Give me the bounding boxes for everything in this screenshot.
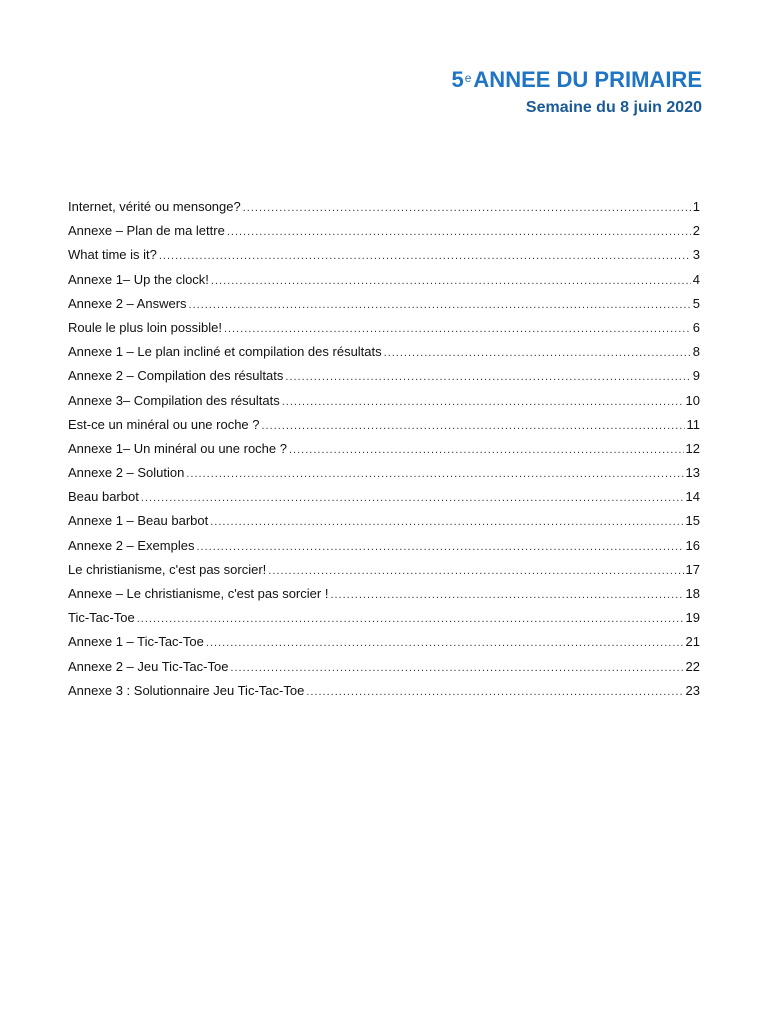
toc-entry[interactable]	[68, 199, 700, 223]
toc-entry-page-number: 22	[685, 658, 700, 674]
toc-entry[interactable]	[68, 683, 700, 707]
toc-dot-leader	[210, 516, 683, 528]
toc-entry[interactable]	[68, 296, 700, 320]
toc-entry-label: Annexe – Le christianisme, c'est pas sorcier !	[68, 586, 329, 601]
toc-dot-leader	[227, 226, 691, 238]
toc-dot-leader	[159, 250, 691, 262]
toc-entry[interactable]	[68, 562, 700, 586]
toc-entry[interactable]	[68, 586, 700, 610]
toc-entry-label: Est-ce un minéral ou une roche ?	[68, 416, 260, 432]
toc-entry-label: Annexe 1– Un minéral ou une roche ?	[68, 440, 287, 456]
title-number: 5	[451, 67, 464, 92]
toc-entry-page-number: 3	[692, 247, 700, 263]
toc-entry-page-number: 4	[692, 271, 700, 287]
toc-entry-page-number: 19	[685, 610, 700, 626]
table-of-contents	[68, 199, 700, 707]
toc-entry-page-number: 12	[685, 440, 700, 456]
toc-entry-label: Le christianisme, c'est pas sorcier!	[68, 561, 267, 577]
toc-entry-page-number: 23	[685, 682, 700, 698]
toc-entry-label: Annexe 2 – Jeu Tic-Tac-Toe	[68, 658, 229, 674]
toc-entry[interactable]	[68, 393, 700, 417]
document-header	[451, 66, 702, 118]
toc-dot-leader	[384, 347, 691, 359]
toc-dot-leader	[137, 613, 684, 625]
toc-entry[interactable]	[68, 610, 700, 634]
toc-dot-leader	[224, 323, 691, 335]
title-superscript: e	[464, 71, 472, 85]
toc-entry-page-number: 9	[692, 368, 700, 384]
toc-dot-leader	[186, 468, 683, 480]
toc-entry-label: Tic-Tac-Toe	[68, 610, 135, 626]
toc-entry[interactable]	[68, 634, 700, 658]
toc-dot-leader	[285, 371, 690, 383]
toc-entry-label: Annexe 1 – Tic-Tac-Toe	[68, 634, 204, 650]
toc-entry-label: Annexe 2 – Answers	[68, 295, 187, 311]
page-title	[451, 66, 702, 94]
toc-entry-label: Internet, vérité ou mensonge?	[68, 199, 241, 214]
toc-entry[interactable]	[68, 368, 700, 392]
toc-dot-leader	[289, 444, 684, 456]
toc-entry-page-number: 17	[685, 561, 700, 577]
toc-entry-page-number: 8	[692, 344, 700, 360]
toc-entry[interactable]	[68, 659, 700, 683]
toc-entry-label: What time is it?	[68, 247, 157, 263]
toc-entry-label: Annexe 1 – Le plan incliné et compilation des résultats	[68, 344, 382, 360]
toc-dot-leader	[211, 275, 691, 287]
toc-dot-leader	[282, 396, 684, 408]
toc-entry-label: Annexe 1– Up the clock!	[68, 271, 209, 287]
toc-dot-leader	[330, 589, 683, 601]
toc-dot-leader	[189, 299, 691, 311]
toc-entry-page-number: 11	[686, 416, 700, 432]
toc-dot-leader	[230, 662, 683, 674]
toc-entry-label: Annexe 2 – Exemples	[68, 537, 195, 553]
toc-entry-page-number: 2	[692, 223, 700, 239]
toc-entry[interactable]	[68, 247, 700, 271]
toc-entry-label: Annexe 3 : Solutionnaire Jeu Tic-Tac-Toe	[68, 682, 305, 698]
page-subtitle: Semaine du 8 juin 2020	[525, 99, 702, 116]
toc-entry[interactable]	[68, 417, 700, 441]
toc-entry-page-number: 13	[685, 465, 700, 481]
toc-dot-leader	[141, 492, 684, 504]
toc-dot-leader	[243, 202, 691, 214]
toc-entry-page-number: 14	[685, 489, 700, 505]
toc-entry[interactable]	[68, 441, 700, 465]
toc-dot-leader	[306, 686, 683, 698]
toc-entry-label: Annexe 3– Compilation des résultats	[68, 392, 280, 408]
toc-dot-leader	[206, 637, 684, 649]
toc-entry[interactable]	[68, 513, 700, 537]
toc-entry-page-number: 10	[685, 392, 700, 408]
toc-entry-page-number: 1	[692, 199, 700, 214]
toc-entry-page-number: 21	[685, 634, 700, 650]
toc-entry[interactable]	[68, 465, 700, 489]
toc-entry-label: Annexe 2 – Compilation des résultats	[68, 368, 284, 384]
toc-entry[interactable]	[68, 223, 700, 247]
toc-entry-label: Roule le plus loin possible!	[68, 319, 222, 335]
toc-entry-page-number: 16	[685, 537, 700, 553]
toc-entry-label: Annexe – Plan de ma lettre	[68, 223, 225, 239]
toc-entry-page-number: 6	[692, 319, 700, 335]
toc-entry[interactable]	[68, 344, 700, 368]
toc-entry-label: Annexe 2 – Solution	[68, 465, 185, 481]
toc-entry[interactable]	[68, 320, 700, 344]
toc-entry[interactable]	[68, 538, 700, 562]
toc-entry-page-number: 18	[685, 586, 700, 601]
toc-dot-leader	[268, 565, 683, 577]
toc-entry-label: Beau barbot	[68, 489, 139, 505]
toc-dot-leader	[196, 541, 683, 553]
title-text: ANNEE DU PRIMAIRE	[473, 67, 702, 92]
toc-dot-leader	[262, 420, 685, 432]
toc-entry[interactable]	[68, 272, 700, 296]
toc-entry-page-number: 5	[692, 295, 700, 311]
toc-entry[interactable]	[68, 489, 700, 513]
toc-entry-page-number: 15	[685, 513, 700, 529]
toc-entry-label: Annexe 1 – Beau barbot	[68, 513, 209, 529]
